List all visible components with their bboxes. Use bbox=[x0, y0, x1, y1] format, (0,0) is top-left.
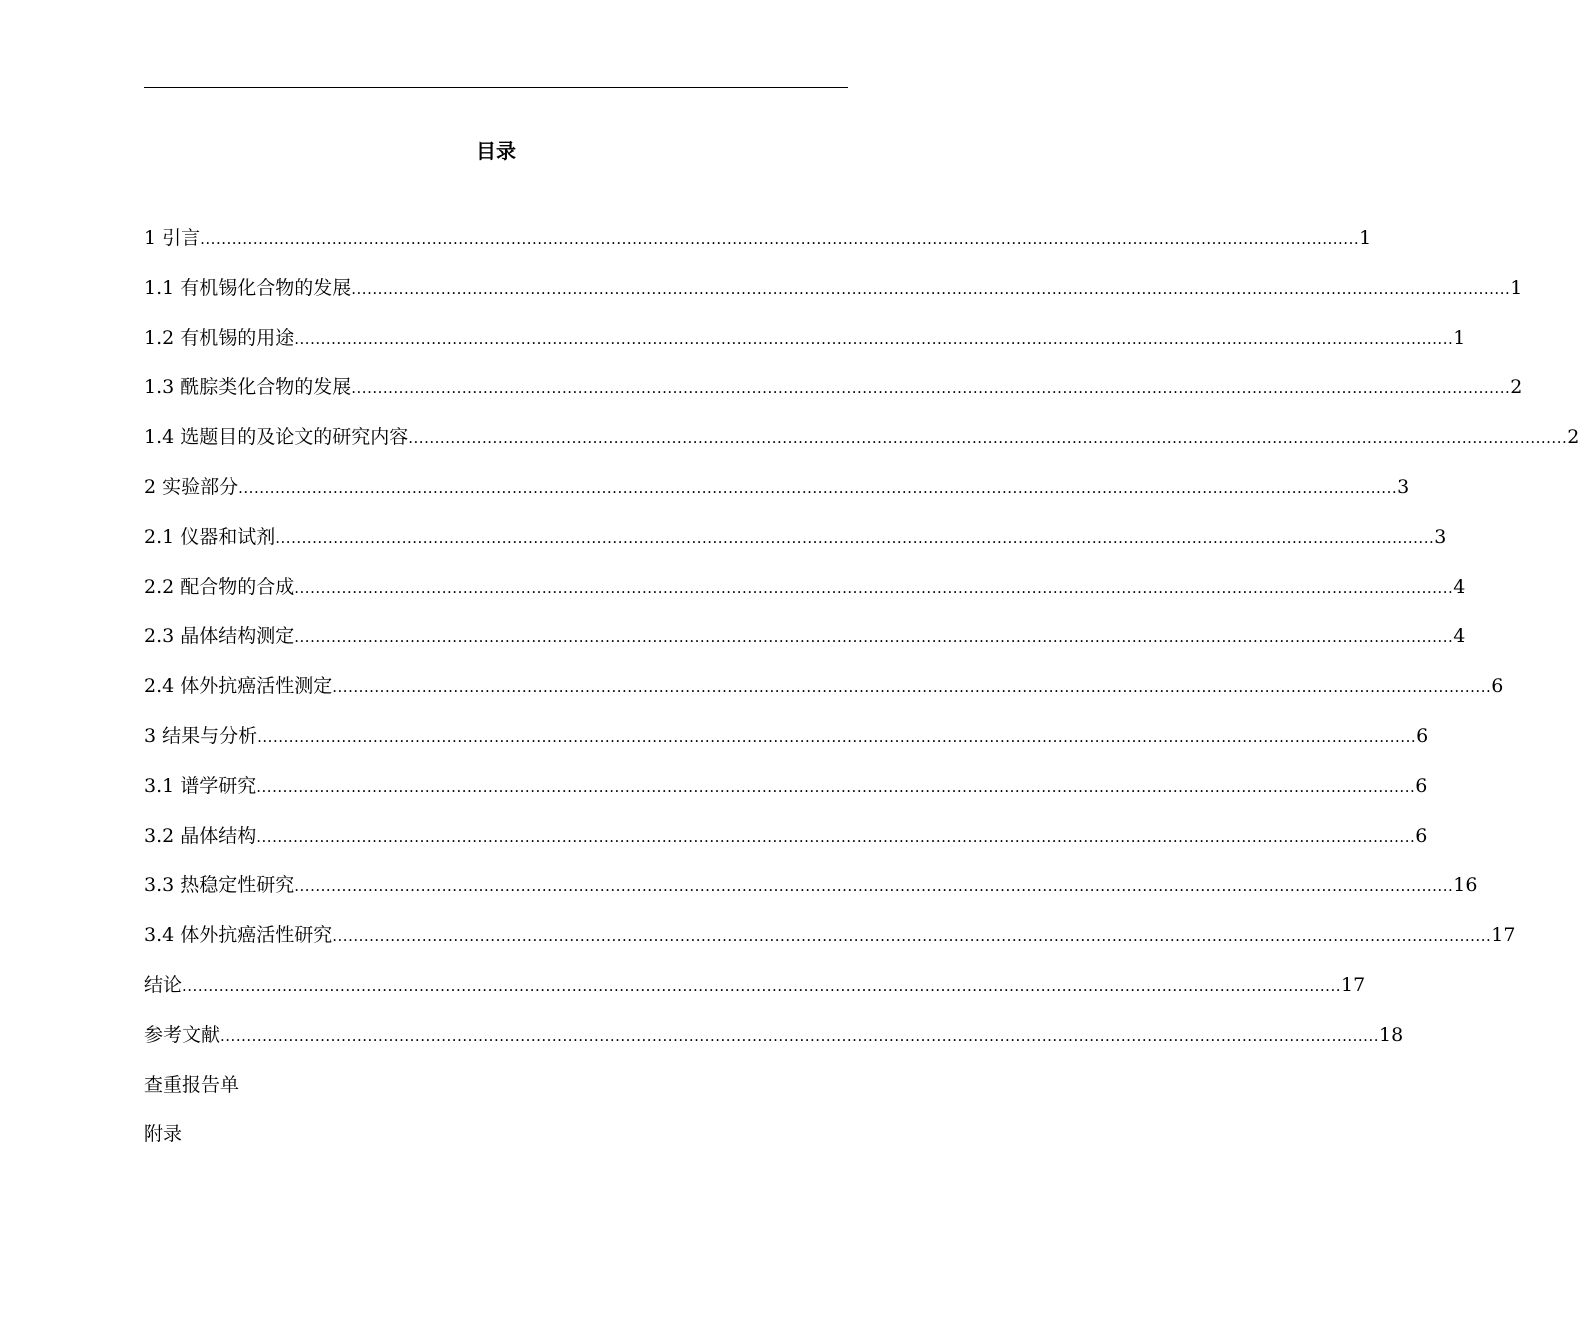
toc-entry[interactable] bbox=[144, 474, 1410, 524]
page-title: 目录 bbox=[476, 139, 516, 163]
toc-entry-label: 2.1 仪器和试剂 bbox=[144, 525, 276, 548]
toc-entry-page-number: 1 bbox=[1453, 326, 1466, 349]
toc-dot-leader: ............................................................................................................................................................................................................................ bbox=[275, 528, 1435, 547]
toc-entry-label: 3.4 体外抗癌活性研究 bbox=[144, 924, 333, 947]
toc-entry[interactable] bbox=[144, 574, 1466, 624]
toc-entry-page-number: 6 bbox=[1416, 724, 1429, 747]
toc-entry-page-number: 2 bbox=[1510, 376, 1523, 399]
toc-entry-label: 1.2 有机锡的用途 bbox=[144, 326, 295, 349]
toc-dot-leader: ............................................................................................................................................................................................................................ bbox=[182, 976, 1341, 995]
toc-entry-page-number: 6 bbox=[1415, 824, 1428, 847]
toc-dot-leader: ............................................................................................................................................................................................................................ bbox=[220, 1026, 1379, 1045]
toc-entry[interactable] bbox=[144, 1022, 1404, 1072]
toc-entry[interactable] bbox=[144, 972, 1366, 1022]
toc-entry[interactable] bbox=[144, 723, 1429, 773]
toc-dot-leader: ............................................................................................................................................................................................................................ bbox=[238, 478, 1398, 497]
toc-entry[interactable] bbox=[144, 823, 1428, 873]
toc-entry[interactable] bbox=[144, 773, 1428, 823]
toc-entry-label: 1.1 有机锡化合物的发展 bbox=[144, 276, 352, 299]
toc-entry-page-number: 3 bbox=[1434, 525, 1447, 548]
header-rule bbox=[144, 87, 848, 88]
toc-dot-leader: ............................................................................................................................................................................................................................ bbox=[332, 927, 1492, 946]
toc-entry-label: 3.3 热稳定性研究 bbox=[144, 874, 295, 897]
toc-dot-leader: ............................................................................................................................................................................................................................ bbox=[257, 727, 1417, 746]
toc-entry-label: 3 结果与分析 bbox=[144, 724, 258, 747]
toc-dot-leader: ............................................................................................................................................................................................................................ bbox=[332, 678, 1492, 697]
toc-entry-page-number: 2 bbox=[1567, 426, 1579, 449]
toc-dot-leader: ............................................................................................................................................................................................................................ bbox=[294, 877, 1454, 896]
toc-dot-leader: ............................................................................................................................................................................................................................ bbox=[200, 230, 1360, 248]
toc-entry-label: 参考文献 bbox=[144, 1023, 221, 1046]
toc-entry[interactable] bbox=[144, 325, 1466, 375]
toc-entry-label: 2.3 晶体结构测定 bbox=[144, 625, 295, 648]
toc-entry[interactable] bbox=[144, 673, 1504, 723]
toc-dot-leader: ............................................................................................................................................................................................................................ bbox=[256, 777, 1416, 796]
toc-entry-label: 3.2 晶体结构 bbox=[144, 824, 257, 847]
toc-entry-page-number: 1 bbox=[1359, 227, 1372, 249]
toc-entry-label: 2.2 配合物的合成 bbox=[144, 575, 295, 598]
toc-entry[interactable] bbox=[144, 275, 1523, 325]
toc-entry-label: 2.4 体外抗癌活性测定 bbox=[144, 675, 333, 698]
toc-entry-page-number: 16 bbox=[1453, 874, 1478, 897]
toc-dot-leader: ............................................................................................................................................................................................................................ bbox=[256, 827, 1416, 846]
toc-entry[interactable] bbox=[144, 1121, 848, 1171]
toc-entry-page-number: 1 bbox=[1510, 276, 1523, 299]
toc-entry[interactable] bbox=[144, 424, 1579, 474]
toc-entry-label: 查重报告单 bbox=[144, 1073, 240, 1096]
toc-entry[interactable] bbox=[144, 524, 1447, 574]
toc-entry[interactable] bbox=[144, 623, 1466, 673]
toc-entry-label: 3.1 谱学研究 bbox=[144, 774, 257, 797]
toc-entry[interactable] bbox=[144, 872, 1478, 922]
toc-dot-leader: ............................................................................................................................................................................................................................ bbox=[294, 628, 1454, 647]
toc-dot-leader: ............................................................................................................................................................................................................................ bbox=[351, 279, 1511, 298]
toc-entry-label: 2 实验部分 bbox=[144, 475, 239, 498]
table-of-contents bbox=[144, 225, 1579, 1171]
toc-entry[interactable] bbox=[144, 922, 1516, 972]
toc-dot-leader: ............................................................................................................................................................................................................................ bbox=[351, 379, 1511, 398]
toc-entry-page-number: 4 bbox=[1453, 575, 1466, 598]
toc-entry-page-number: 6 bbox=[1415, 774, 1428, 797]
toc-entry-page-number: 3 bbox=[1397, 475, 1410, 498]
toc-dot-leader: ............................................................................................................................................................................................................................ bbox=[294, 329, 1454, 348]
toc-dot-leader: ............................................................................................................................................................................................................................ bbox=[408, 429, 1568, 448]
toc-entry-page-number: 4 bbox=[1453, 625, 1466, 648]
toc-entry-page-number: 6 bbox=[1491, 675, 1504, 698]
toc-dot-leader: ............................................................................................................................................................................................................................ bbox=[294, 578, 1454, 597]
toc-entry-page-number: 18 bbox=[1379, 1023, 1404, 1046]
toc-entry[interactable] bbox=[144, 225, 1372, 275]
toc-entry[interactable] bbox=[144, 374, 1523, 424]
toc-entry-label: 1 引言 bbox=[144, 227, 201, 249]
toc-entry-page-number: 17 bbox=[1491, 924, 1516, 947]
toc-entry-label: 附录 bbox=[144, 1123, 183, 1146]
toc-entry-label: 1.4 选题目的及论文的研究内容 bbox=[144, 426, 409, 449]
toc-entry-page-number: 17 bbox=[1341, 973, 1366, 996]
toc-entry[interactable] bbox=[144, 1072, 848, 1122]
toc-entry-label: 1.3 酰腙类化合物的发展 bbox=[144, 376, 352, 399]
toc-entry-label: 结论 bbox=[144, 973, 183, 996]
